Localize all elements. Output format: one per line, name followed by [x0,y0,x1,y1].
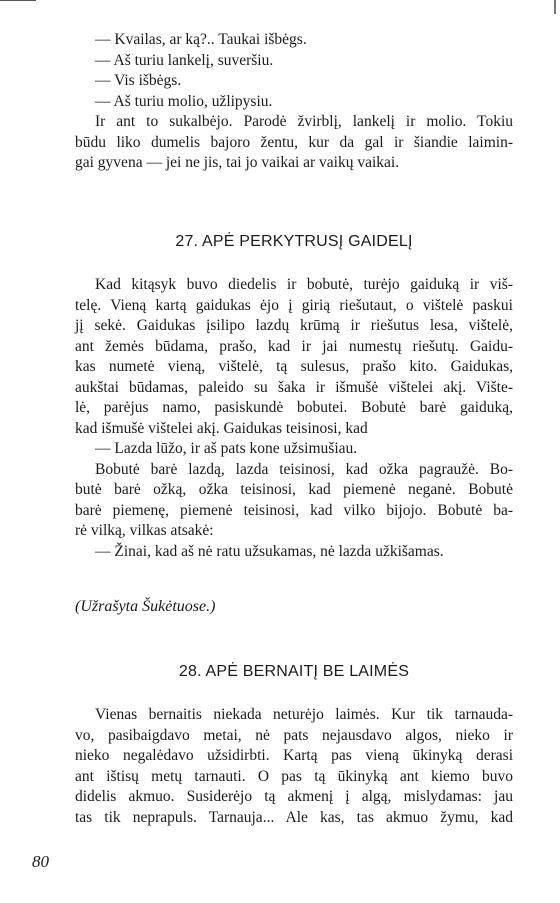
text-line: vo, pasibaigdavo metai, nė pats nejausdavo algos, nieko ir [75,726,513,744]
text-line: kas numetė vieną, vištelė, tą sulesus, prašo kito. Gaidukas, [75,358,513,375]
text-line: kad išmušė vištelei akį. Gaidukas teisinosi, kad [75,419,368,437]
text-line: telę. Vieną kartą gaidukas ėjo į girią riešutaut, o vištelė paskui [75,296,513,314]
text-line: butė barė ožką, ožka teisinosi, kad piemenė neganė. Bobutė [75,481,513,498]
text-line: nieko negalėdavo užsidirbti. Kartą pas vieną ūkinyką derasi [75,747,513,764]
chapter-heading-27: 27. APĖ PERKYTRUSĮ GAIDELĮ [175,233,413,250]
paragraph-block-3 [75,705,513,828]
text-line: Vienas bernaitis niekada neturėjo laimės. Kur tik tarnauda- [95,706,513,723]
text-line: ant žemės būdama, prašo, kad ir jai numestų riešutų. Gaidu- [75,337,513,355]
text-line: būdu liko dumelis bajoro žentu, kur da gal ir šiandie laimin- [75,133,513,151]
text-line: Bobutė barė lazdą, lazda teisinosi, kad ožka pagraužė. Bo- [95,460,513,478]
paragraph-block-2 [75,275,513,562]
text-line: lė, parėjus namo, pasiskundė bobutei. Bobutė barė gaiduką, [75,399,513,416]
source-note: (Užrašyta Šukėtuose.) [75,598,216,615]
page-number: 80 [32,852,49,871]
text-line: ant ištisų metų tarnauti. O pas tą ūkinyką ant kiemo buvo [75,767,513,785]
dialogue-line: — Aš turiu lankelį, suveršiu. [95,51,274,69]
text-line: jį sekė. Gaidukas įsilipo lazdų krūmą ir riešutus lesa, vištelė, [75,317,513,334]
text-line: didelis akmuo. Susiderėjo tą akmenį į algą, mislydamas: jau [75,788,513,805]
dialogue-line: — Aš turiu molio, užlipysiu. [95,92,273,110]
text-line: tas tik neprapuls. Tarnauja... Ale kas, tas akmuo žymu, kad [75,808,513,826]
chapter-heading-28: 28. APĖ BERNAITĮ BE LAIMĖS [178,663,410,680]
dialogue-line: — Vis išbėgs. [95,72,182,89]
dialogue-line: — Kvailas, ar ką?.. Taukai išbėgs. [95,31,307,48]
corner-mark [554,0,556,14]
text-line: Ir ant to sukalbėjo. Parodė žvirblį, lankelį ir molio. Tokiu [95,113,513,130]
text-line: Kad kitąsyk buvo diedelis ir bobutė, turėjo gaiduką ir viš- [95,276,513,293]
dialogue-line: — Lazda lūžo, ir aš pats kone užsimušiau. [95,440,358,457]
dialogue-line: — Žinai, kad aš nė ratu užsukamas, nė lazda užkišamas. [95,542,444,560]
text-line: gai gyvena — jei ne jis, tai jo vaikai ar vaikų vaikai. [75,154,400,171]
top-rule [0,0,36,1]
text-line: aukštai būdamas, paleido su šaka ir išmušė vištelei akį. Vište- [75,378,513,396]
text-line: barė piemenę, piemenė teisinosi, kad vilko bijojo. Bobutė ba- [75,501,513,519]
text-line: rė vilką, vilkas atsakė: [75,522,214,539]
paragraph-block-1 [75,30,513,174]
